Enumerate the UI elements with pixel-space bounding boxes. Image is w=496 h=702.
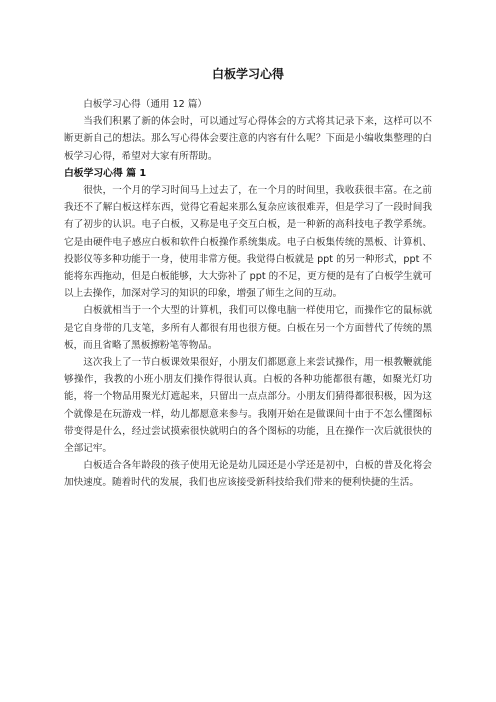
body-paragraph-4: 白板适合各年龄段的孩子使用无论是幼儿园还是小学还是初中，白板的普及化将会加快速度。随着时代的发展，我们也应该接受新科技给我们带来的便利快捷的生活。 xyxy=(64,460,432,489)
body-paragraph-2: 白板就相当于一个大型的计算机，我们可以像电脑一样使用它，而操作它的鼠标就是它自身带的几支笔，多所有人都很有用也很方便。白板在另一个方面替代了传统的黑板，而且省略了黑板擦粉笔等物品。 xyxy=(64,305,432,351)
document-subtitle: 白板学习心得（通用 12 篇） xyxy=(83,99,208,110)
document-title: 白板学习心得 xyxy=(211,67,284,81)
document-page xyxy=(64,66,432,492)
body-paragraph-1: 很快，一个月的学习时间马上过去了，在一个月的时间里，我收获很丰富。在之前我还不了解白板这样东西，觉得它看起来那么复杂应该很难弄，但是学习了一段时间我有了初步的认识。电子白板，又称是电子交互白板，是一种新的高科技电子教学系统。它是由硬件电子感应白板和软件白板操作系统集成。电子白板集传统的黑板、计算机、投影仪等多种功能于一身，使用非常方便。我觉得白板就是 ppt 的另一种形式，ppt 不能将东西拖动，但是白板能够，大大弥补了 ppt 的不足，更方便的是有了白板学生就可以上去操作，加深对学习的知识的印象，增强了师生之间的互动。 xyxy=(64,185,432,300)
section-heading: 白板学习心得 篇 1 xyxy=(64,167,147,179)
intro-paragraph: 当我们积累了新的体会时，可以通过写心得体会的方式将其记录下来，这样可以不断更新自己的想法。那么写心得体会要注意的内容有什么呢？下面是小编收集整理的白板学习心得，希望对大家有所帮助。 xyxy=(64,116,432,162)
body-paragraph-3: 这次我上了一节白板课效果很好，小朋友们都愿意上来尝试操作，用一根教鞭就能够操作，我教的小班小朋友们操作得很认真。白板的各种功能都很有趣，如聚光灯功能，将一个物品用聚光灯遮起来，只留出一点点部分。小朋友们猜得都很积极，因为这个就像是在玩游戏一样，幼儿都愿意来参与。我刚开始在是做课间十由于不怎么懂图标带变得是什么，经过尝试摸索很快就明白的各个图标的功能，且在操作一次后就很快的全部记牢。 xyxy=(64,357,432,455)
